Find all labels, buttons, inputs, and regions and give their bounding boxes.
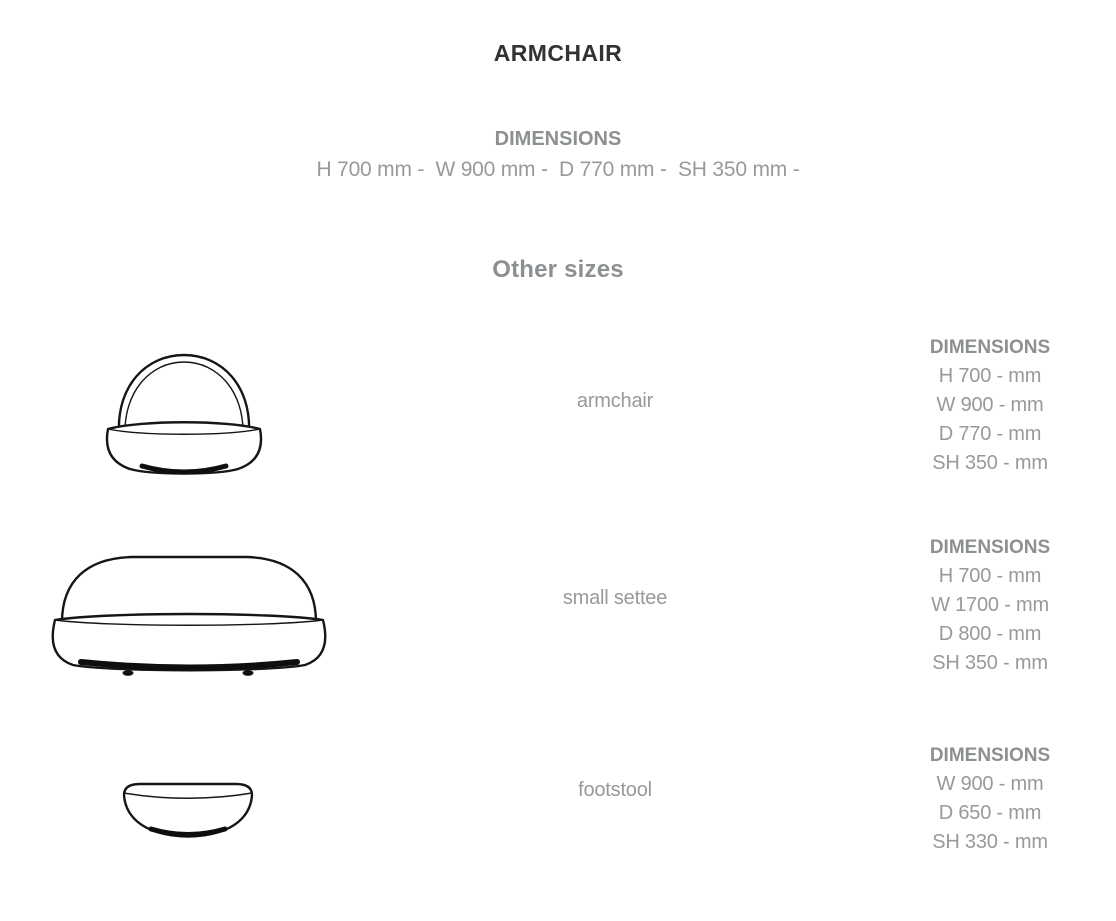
variant-dimensions-heading: DIMENSIONS [929, 337, 1051, 358]
variant-label-footstool: footstool [578, 779, 652, 801]
variant-dimensions-footstool [880, 741, 1100, 857]
armchair-seat-outline [107, 422, 261, 473]
dimension-line: H 700 - mm [938, 565, 1042, 587]
variant-label-armchair: armchair [576, 390, 654, 412]
settee-foot-right [243, 670, 254, 676]
dimensions-heading: DIMENSIONS [494, 128, 622, 150]
variant-dimensions-heading: DIMENSIONS [929, 537, 1051, 558]
dimension-line: W 900 - mm [936, 773, 1044, 795]
variant-dimensions-armchair [880, 333, 1100, 478]
settee-line-drawing-svg [48, 553, 330, 686]
settee-foot-left [123, 670, 134, 676]
dimension-line: D 650 - mm [938, 802, 1042, 824]
dimension-line: SH 350 - mm [932, 452, 1048, 474]
armchair-line-drawing-svg [102, 342, 267, 482]
dimension-line: W 900 - mm [936, 394, 1044, 416]
dimension-line: SH 350 - mm [932, 652, 1048, 674]
other-sizes-heading: Other sizes [492, 256, 624, 283]
armchair-backrest-outline [119, 355, 249, 432]
variant-dimensions-settee [880, 533, 1100, 678]
dimension-line: D 800 - mm [938, 623, 1042, 645]
dimension-line: W 1700 - mm [931, 594, 1049, 616]
settee-drawing [48, 553, 330, 686]
page-title: ARMCHAIR [493, 40, 623, 66]
footstool-line-drawing-svg [120, 781, 256, 845]
dimension-line: SH 330 - mm [932, 831, 1048, 853]
dimension-line: H 700 - mm [938, 365, 1042, 387]
dimension-line: D 770 - mm [938, 423, 1042, 445]
variant-dimensions-heading: DIMENSIONS [929, 745, 1051, 766]
dimensions-line: H 700 mm - W 900 mm - D 770 mm - SH 350 mm - [316, 158, 800, 181]
variant-label-settee: small settee [562, 587, 668, 609]
footstool-outline [124, 784, 252, 837]
footstool-drawing [120, 781, 256, 845]
armchair-drawing [102, 342, 267, 482]
